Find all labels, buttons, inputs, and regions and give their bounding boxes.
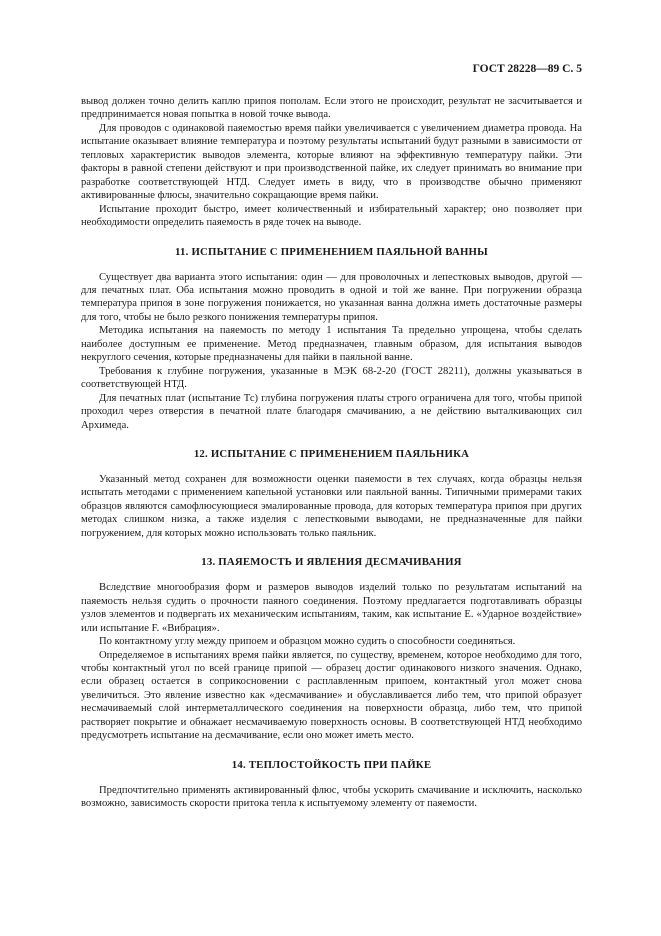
- paragraph: Определяемое в испытаниях время пайки является, по существу, временем, которое необходимо для того, чтобы контактный угол по всей границе припой — образец достиг одинакового низкого значения. Однако, если образец остается в соприкосновении с расплавленным припоем, контактный угол может снова увеличиться. Это явление известно как «десмачивание» и обуславливается либо тем, что припой образует несмачиваемый слой интерметаллического соединения на поверхности образца, либо тем, что припой растворяет покрытие и обнажает несмачиваемую поверхность основы. В соответствующей НТД необходимо предусмотреть испытание на десмачивание, если оно может иметь место.: [81, 649, 582, 742]
- paragraph: Указанный метод сохранен для возможности оценки паяемости в тех случаях, когда образцы нельзя испытать методами с применением капельной установки или паяльной ванны. Типичными примерами таких образцов являются самофлюсующиеся эмалированные провода, для которых температура припоя при других методах слишком низка, а также изделия с лепестковыми выводами, не предназначенные для пайки погружением, для которых можно использовать только паяльник.: [81, 473, 582, 539]
- paragraph: Для печатных плат (испытание Тс) глубина погружения платы строго ограничена для того, чтобы припой проходил через отверстия в печатной плате благодаря смачиванию, а не действию выталкивающих сил Архимеда.: [81, 392, 582, 431]
- intro-block: [81, 95, 582, 230]
- paragraph: По контактному углу между припоем и образцом можно судить о способности соединяться.: [99, 636, 516, 648]
- section-13: [81, 556, 582, 742]
- section-heading: 14. ТЕПЛОСТОЙКОСТЬ ПРИ ПАЙКЕ: [231, 758, 432, 771]
- paragraph: Для проводов с одинаковой паяемостью время пайки увеличивается с увеличением диаметра провода. На испытание оказывает влияние температура и поэтому результаты испытаний будут разными в зависимости от тепловых характеристик выводов элемента, которые влияют на эффективную температуру пайки. Эти факторы в равной степени действуют и при производственной пайке, их следует принимать во внимание при разработке соответствующей НТД. Следует иметь в виду, что в производстве обычно применяют активированные флюсы, значительно сокращающие время пайки.: [81, 122, 582, 202]
- section-heading: 11. ИСПЫТАНИЕ С ПРИМЕНЕНИЕМ ПАЯЛЬНОЙ ВАННЫ: [175, 245, 488, 258]
- section-14: [81, 759, 582, 811]
- paragraph: Существует два варианта этого испытания: один — для проволочных и лепестковых выводов, другой — для печатных плат. Оба испытания можно проводить в одной и той же ванне. При погружении образца температура припоя в зоне погружения понижается, но указанная ванна должна иметь достаточные размеры для того, чтобы не было резкого понижения температуры припоя.: [81, 271, 582, 323]
- section-heading: 12. ИСПЫТАНИЕ С ПРИМЕНЕНИЕМ ПАЯЛЬНИКА: [193, 447, 470, 460]
- paragraph: Требования к глубине погружения, указанные в МЭК 68-2-20 (ГОСТ 28211), должны указываться в соответствующей НТД.: [81, 365, 582, 391]
- section-heading: 13. ПАЯЕМОСТЬ И ЯВЛЕНИЯ ДЕСМАЧИВАНИЯ: [201, 556, 462, 569]
- section-11: [81, 246, 582, 432]
- paragraph: Методика испытания на паяемость по методу 1 испытания Та предельно упрощена, чтобы сделать наиболее доступным ее применение. Метод предназначен, главным образом, для испытания выводов некруглого сечения, которые предназначены для пайки в паяльной ванне.: [81, 325, 582, 364]
- paragraph: Вследствие многообразия форм и размеров выводов изделий только по результатам испытаний на паяемость нельзя судить о прочности паяного соединения. Поэтому предлагается подготавливать образцы узлов элементов и подвергать их механическим испытаниям, таким, как испытание Е. «Ударное воздействие» или испытание F. «Вибрация».: [81, 582, 582, 634]
- paragraph: Предпочтительно применять активированный флюс, чтобы ускорить смачивание и исключить, насколько возможно, зависимость скорости притока тепла к испытуемому элементу от паяемости.: [81, 784, 582, 810]
- section-12: [81, 448, 582, 540]
- paragraph: вывод должен точно делить каплю припоя пополам. Если этого не происходит, результат не засчитывается и предпринимается новая попытка в новой точке вывода.: [81, 96, 582, 121]
- page-header-code: ГОСТ 28228—89 С. 5: [472, 63, 582, 75]
- paragraph: Испытание проходит быстро, имеет количественный и избирательный характер; оно позволяет при необходимости определить паяемость в ряде точек на выводе.: [81, 203, 582, 229]
